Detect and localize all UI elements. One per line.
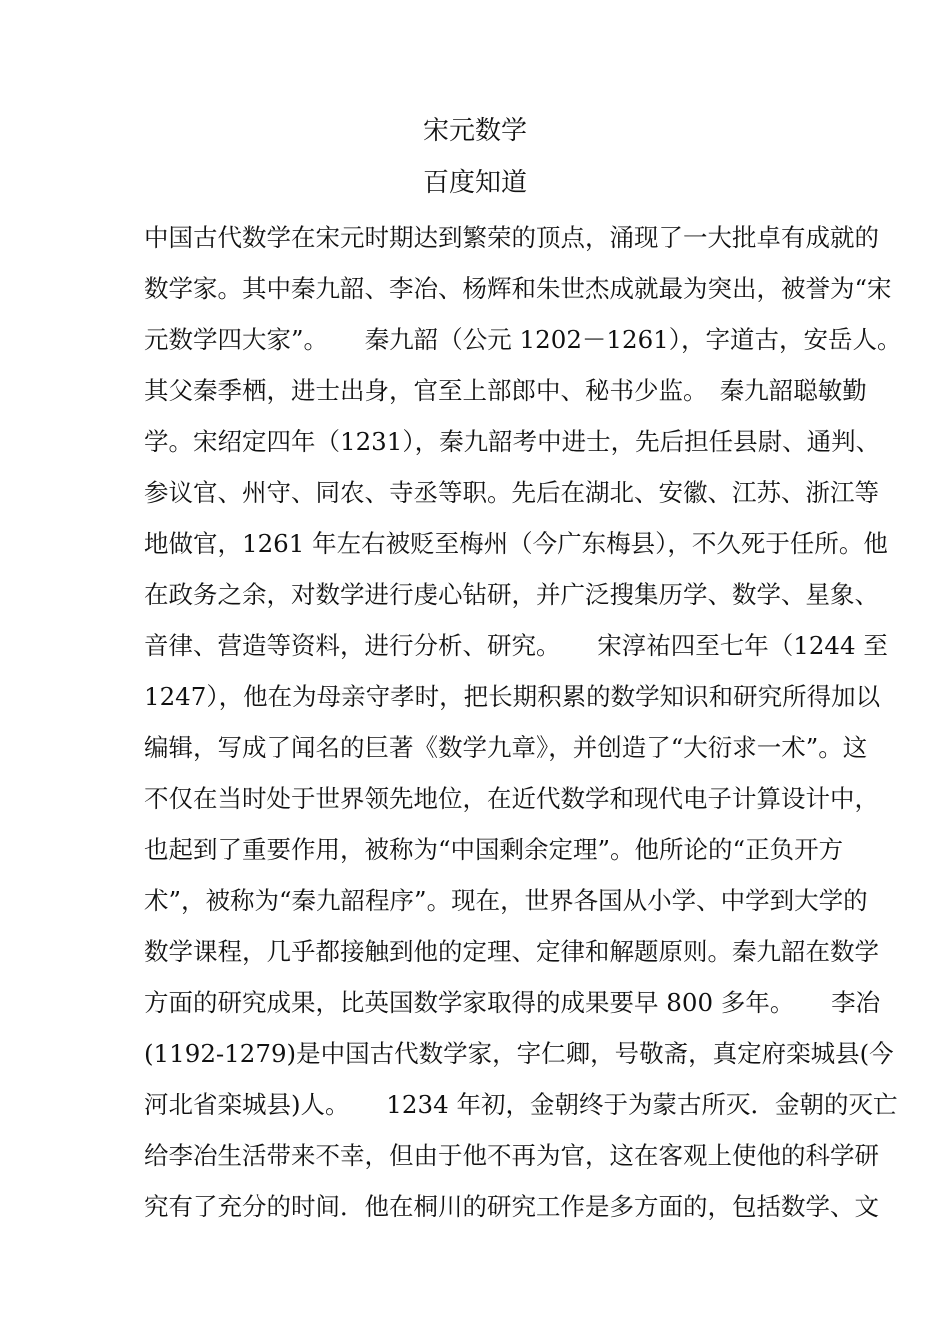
text-line: 元数学四大家”。 秦九韶（公元 1202－1261），字道古，安岳人。 [144,325,902,354]
text-line: 地做官，1261 年左右被贬至梅州（今广东梅县），不久死于任所。他 [144,529,888,558]
text-line: 给李冶生活带来不幸，但由于他不再为官，这在客观上使他的科学研 [144,1141,879,1170]
text-line: 在政务之余，对数学进行虔心钻研，并广泛搜集历学、数学、星象、 [144,580,879,609]
text-line: 其父秦季栖，进士出身，官至上部郎中、秘书少监。 秦九韶聪敏勤 [144,376,867,405]
text-line: 也起到了重要作用，被称为“中国剩余定理”。他所论的“正负开方 [144,835,844,864]
text-line: 究有了充分的时间．他在桐川的研究工作是多方面的，包括数学、文 [144,1192,879,1221]
text-line: 学。宋绍定四年（1231），秦九韶考中进士，先后担任县尉、通判、 [144,427,881,456]
text-line: 方面的研究成果，比英国数学家取得的成果要早 800 多年。 李冶 [144,988,881,1017]
text-line: (1192-1279)是中国古代数学家，字仁卿，号敬斋，真定府栾城县(今 [144,1039,894,1068]
text-line: 编辑，写成了闻名的巨著《数学九章》，并创造了“大衍求一术”。这 [144,733,868,762]
text-line: 河北省栾城县)人。 1234 年初，金朝终于为蒙古所灭．金朝的灭亡 [144,1090,898,1119]
document-title: 宋元数学 [422,116,527,146]
text-line: 不仅在当时处于世界领先地位，在近代数学和现代电子计算设计中， [144,784,879,813]
body-text [144,212,902,1232]
text-line: 数学家。其中秦九韶、李冶、杨辉和朱世杰成就最为突出，被誉为“宋 [144,274,892,303]
text-line: 中国古代数学在宋元时期达到繁荣的顶点，涌现了一大批卓有成就的 [144,223,879,252]
document-subtitle: 百度知道 [422,168,527,198]
text-line: 参议官、州守、同农、寺丞等职。先后在湖北、安徽、江苏、浙江等 [144,478,879,507]
text-line: 1247），他在为母亲守孝时，把长期积累的数学知识和研究所得加以 [144,682,881,711]
text-line: 术”，被称为“秦九韶程序”。现在，世界各国从小学、中学到大学的 [144,886,868,915]
text-line: 音律、营造等资料，进行分析、研究。 宋淳祐四至七年（1244 至 [144,631,888,660]
text-line: 数学课程，几乎都接触到他的定理、定律和解题原则。秦九韶在数学 [144,937,879,966]
